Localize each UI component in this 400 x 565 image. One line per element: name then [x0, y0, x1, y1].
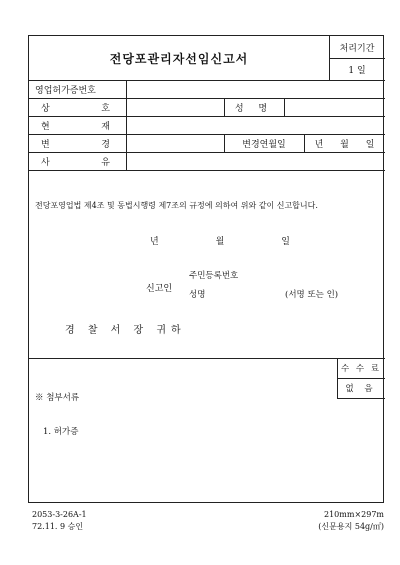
label-char: 변: [41, 139, 50, 150]
date-year: 년: [150, 237, 159, 247]
report-date: [150, 234, 290, 247]
change-date-value: 년 월 일: [314, 139, 375, 150]
processing-period-value: 1 일: [348, 65, 366, 76]
date-month: 월: [215, 237, 225, 247]
form-code: [32, 509, 87, 533]
label-char: 호: [101, 103, 110, 114]
label-char: 재: [101, 121, 110, 132]
paper-type: (신문용지 54g/㎡): [318, 522, 384, 531]
label-char: 경: [101, 139, 110, 150]
paper-spec: [318, 509, 384, 533]
label-char: 사: [41, 157, 50, 168]
form-number: 2053-3-26A-1: [32, 510, 87, 519]
license-number-label: 영업허가증번호: [35, 85, 96, 96]
addressee: 경 찰 서 장 귀하: [65, 325, 186, 336]
approval-date: 72.11. 9 승인: [32, 522, 84, 531]
declaration-statement: 전당포영업법 제4조 및 동법시행령 제7조의 규정에 의하여 위와 같이 신고합니다.: [35, 201, 318, 210]
label-char: 현: [41, 121, 50, 132]
processing-period-label: 처리기간: [339, 43, 375, 54]
report-form: [28, 35, 384, 503]
attachments-heading: ※ 첨부서류: [35, 393, 80, 403]
resident-number-label: 주민등록번호: [189, 271, 239, 281]
date-day: 일: [281, 237, 290, 247]
fee-value: 없 음: [345, 384, 377, 394]
changed-manager-label: [29, 134, 126, 152]
fee-label: 수 수 료: [340, 364, 382, 374]
paper-size: 210mm×297m: [324, 510, 384, 519]
form-title: 전당포관리자선임신고서: [109, 51, 249, 66]
reporter-label: 신고인: [146, 284, 173, 294]
label-char: 유: [101, 157, 110, 168]
reason-label: [29, 152, 126, 170]
signature-note: (서명 또는 인): [285, 290, 339, 300]
current-manager-label: [29, 116, 126, 134]
attachment-item: 1. 허가증: [43, 427, 79, 437]
owner-name-label: 성 명: [234, 103, 274, 114]
change-date-label: 변경연월일: [242, 139, 286, 150]
business-name-label: [29, 98, 126, 116]
reporter-name-label: 성명: [189, 290, 206, 300]
label-char: 상: [41, 103, 50, 114]
